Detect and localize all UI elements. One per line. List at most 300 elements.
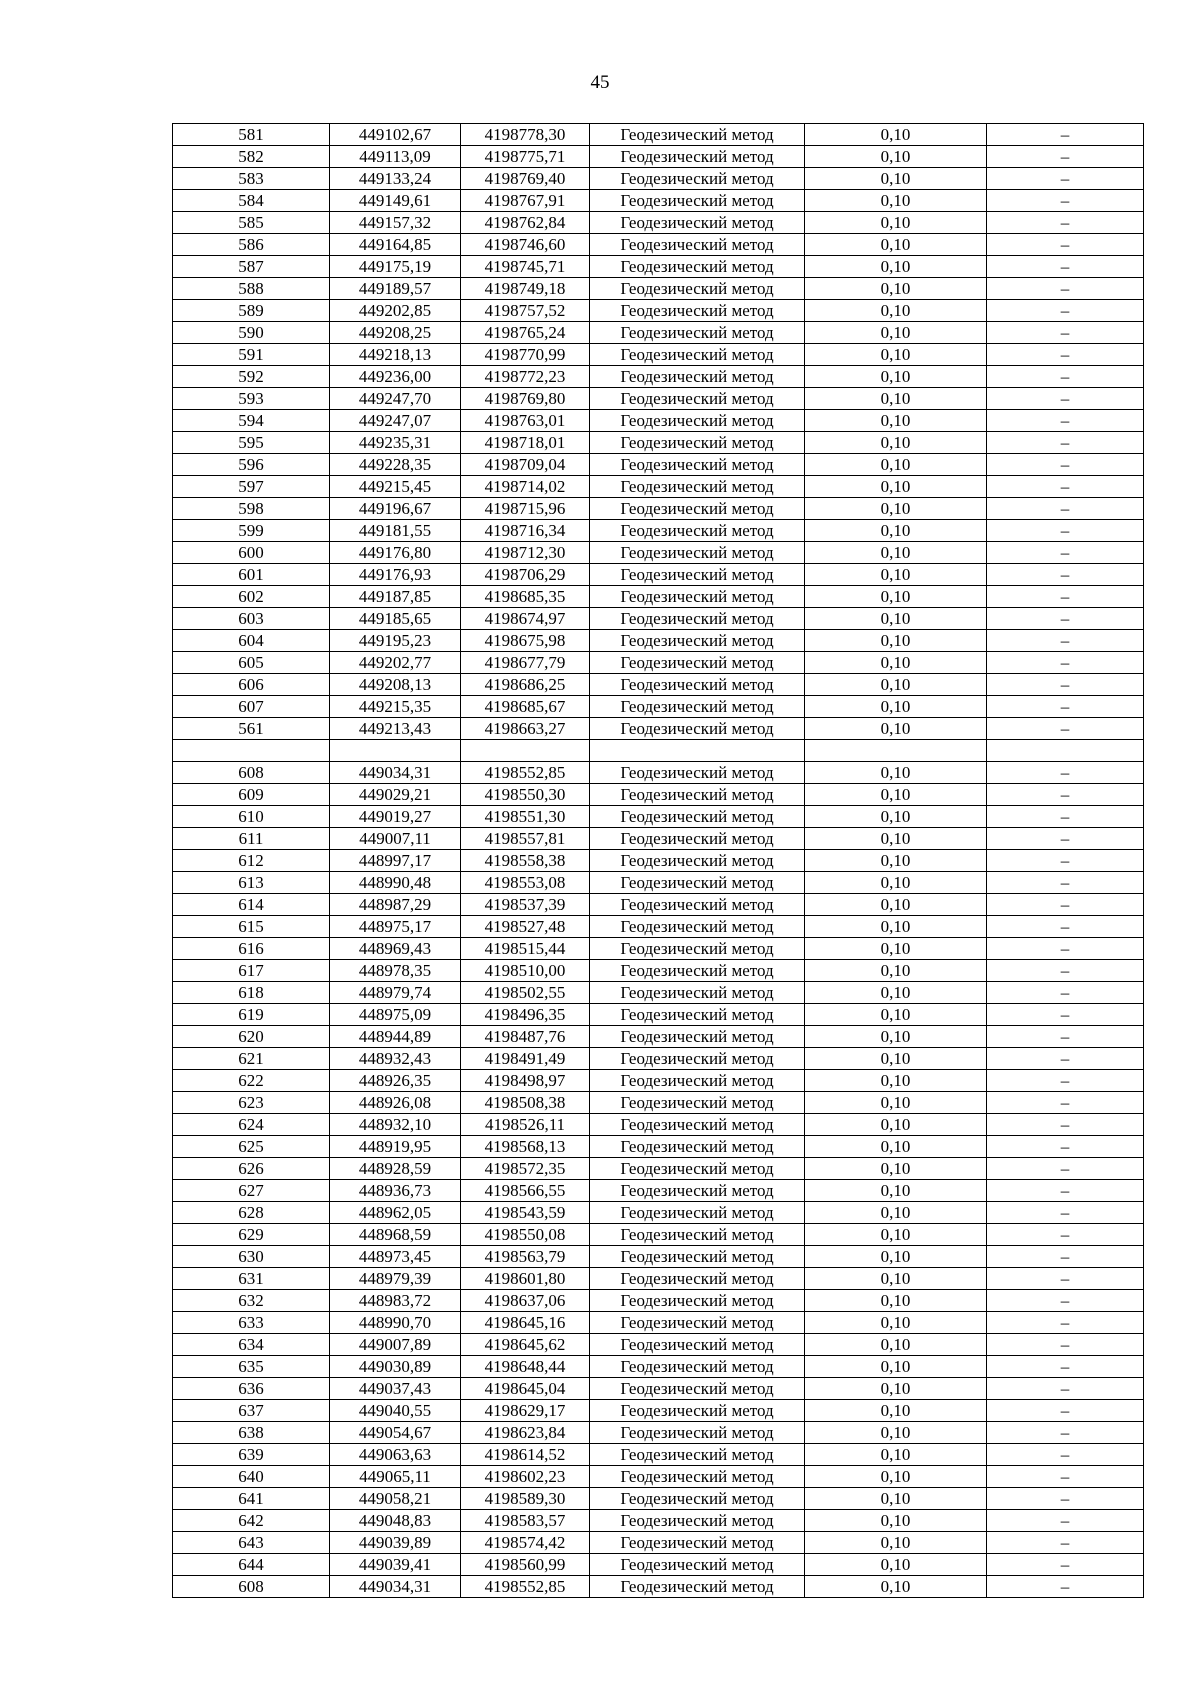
accuracy-cell: 0,10 [805,1048,987,1070]
accuracy-cell: 0,10 [805,696,987,718]
x-coordinate-cell: 449063,63 [330,1444,461,1466]
table-row [173,1510,1144,1532]
table-row [173,1356,1144,1378]
table-row [173,432,1144,454]
point-number-cell: 633 [173,1312,330,1334]
description-cell: – [987,322,1144,344]
y-coordinate-cell: 4198526,11 [461,1114,590,1136]
y-coordinate-cell: 4198510,00 [461,960,590,982]
x-coordinate-cell: 448979,39 [330,1268,461,1290]
method-cell: Геодезический метод [590,1400,805,1422]
point-number-cell: 603 [173,608,330,630]
method-cell: Геодезический метод [590,234,805,256]
method-cell: Геодезический метод [590,1180,805,1202]
description-cell: – [987,1356,1144,1378]
description-cell: – [987,520,1144,542]
x-coordinate-cell: 448975,09 [330,1004,461,1026]
description-cell: – [987,256,1144,278]
point-number-cell: 561 [173,718,330,740]
accuracy-cell: 0,10 [805,1114,987,1136]
description-cell: – [987,916,1144,938]
x-coordinate-cell: 448928,59 [330,1158,461,1180]
table-row [173,1202,1144,1224]
y-coordinate-cell: 4198551,30 [461,806,590,828]
x-coordinate-cell: 449175,19 [330,256,461,278]
method-cell: Геодезический метод [590,212,805,234]
x-coordinate-cell: 449181,55 [330,520,461,542]
point-number-cell: 635 [173,1356,330,1378]
accuracy-cell: 0,10 [805,454,987,476]
method-cell: Геодезический метод [590,366,805,388]
table-row [173,1378,1144,1400]
table-row [173,1070,1144,1092]
accuracy-cell: 0,10 [805,916,987,938]
point-number-cell: 588 [173,278,330,300]
description-cell: – [987,1224,1144,1246]
description-cell: – [987,542,1144,564]
method-cell: Геодезический метод [590,608,805,630]
x-coordinate-cell: 449176,80 [330,542,461,564]
accuracy-cell: 0,10 [805,1268,987,1290]
y-coordinate-cell: 4198770,99 [461,344,590,366]
coordinates-table [172,123,1144,1598]
table-row [173,234,1144,256]
description-cell: – [987,1180,1144,1202]
accuracy-cell: 0,10 [805,476,987,498]
method-cell: Геодезический метод [590,454,805,476]
y-coordinate-cell: 4198568,13 [461,1136,590,1158]
description-cell: – [987,718,1144,740]
x-coordinate-cell: 449208,25 [330,322,461,344]
table-row [173,828,1144,850]
description-cell: – [987,1532,1144,1554]
table-row [173,1004,1144,1026]
x-coordinate-cell: 449202,77 [330,652,461,674]
x-coordinate-cell: 449007,11 [330,828,461,850]
accuracy-cell: 0,10 [805,322,987,344]
description-cell: – [987,564,1144,586]
accuracy-cell: 0,10 [805,1180,987,1202]
accuracy-cell: 0,10 [805,1532,987,1554]
y-coordinate-cell: 4198685,67 [461,696,590,718]
table-row [173,212,1144,234]
y-coordinate-cell: 4198715,96 [461,498,590,520]
point-number-cell: 618 [173,982,330,1004]
x-coordinate-cell: 449037,43 [330,1378,461,1400]
description-cell: – [987,960,1144,982]
x-coordinate-cell: 448932,10 [330,1114,461,1136]
method-cell: Геодезический метод [590,476,805,498]
x-coordinate-cell: 448968,59 [330,1224,461,1246]
method-cell: Геодезический метод [590,256,805,278]
point-number-cell: 641 [173,1488,330,1510]
x-coordinate-cell: 448987,29 [330,894,461,916]
x-coordinate-cell: 449187,85 [330,586,461,608]
description-cell: – [987,1312,1144,1334]
point-number-cell: 615 [173,916,330,938]
point-number-cell: 604 [173,630,330,652]
y-coordinate-cell: 4198537,39 [461,894,590,916]
x-coordinate-cell: 449218,13 [330,344,461,366]
description-cell: – [987,234,1144,256]
y-coordinate-cell: 4198762,84 [461,212,590,234]
y-coordinate-cell: 4198614,52 [461,1444,590,1466]
accuracy-cell: 0,10 [805,608,987,630]
table-row [173,696,1144,718]
method-cell: Геодезический метод [590,388,805,410]
table-row [173,718,1144,740]
table-row [173,1576,1144,1598]
x-coordinate-cell: 449065,11 [330,1466,461,1488]
method-cell: Геодезический метод [590,542,805,564]
page-number: 45 [590,72,610,93]
x-coordinate-cell: 449157,32 [330,212,461,234]
method-cell: Геодезический метод [590,498,805,520]
x-coordinate-cell: 449185,65 [330,608,461,630]
y-coordinate-cell: 4198602,23 [461,1466,590,1488]
accuracy-cell: 0,10 [805,718,987,740]
y-coordinate-cell: 4198648,44 [461,1356,590,1378]
y-coordinate-cell: 4198589,30 [461,1488,590,1510]
y-coordinate-cell [461,740,590,762]
x-coordinate-cell: 448990,70 [330,1312,461,1334]
table-row [173,652,1144,674]
accuracy-cell: 0,10 [805,256,987,278]
y-coordinate-cell: 4198557,81 [461,828,590,850]
description-cell: – [987,652,1144,674]
x-coordinate-cell: 449048,83 [330,1510,461,1532]
x-coordinate-cell: 449215,35 [330,696,461,718]
accuracy-cell: 0,10 [805,1422,987,1444]
accuracy-cell: 0,10 [805,432,987,454]
y-coordinate-cell: 4198663,27 [461,718,590,740]
method-cell: Геодезический метод [590,1312,805,1334]
x-coordinate-cell: 448944,89 [330,1026,461,1048]
table-row [173,872,1144,894]
accuracy-cell: 0,10 [805,564,987,586]
method-cell: Геодезический метод [590,872,805,894]
table-row [173,1136,1144,1158]
x-coordinate-cell: 449208,13 [330,674,461,696]
point-number-cell: 587 [173,256,330,278]
x-coordinate-cell: 448997,17 [330,850,461,872]
y-coordinate-cell: 4198560,99 [461,1554,590,1576]
y-coordinate-cell: 4198583,57 [461,1510,590,1532]
table-row [173,1246,1144,1268]
description-cell: – [987,1070,1144,1092]
table-row [173,520,1144,542]
table-row [173,630,1144,652]
method-cell: Геодезический метод [590,564,805,586]
y-coordinate-cell: 4198674,97 [461,608,590,630]
method-cell: Геодезический метод [590,124,805,146]
table-row [173,476,1144,498]
accuracy-cell: 0,10 [805,234,987,256]
accuracy-cell: 0,10 [805,1004,987,1026]
method-cell: Геодезический метод [590,1290,805,1312]
description-cell: – [987,454,1144,476]
table-row [173,784,1144,806]
method-cell: Геодезический метод [590,762,805,784]
x-coordinate-cell: 448983,72 [330,1290,461,1312]
point-number-cell: 602 [173,586,330,608]
point-number-cell: 620 [173,1026,330,1048]
point-number-cell: 596 [173,454,330,476]
table-row [173,190,1144,212]
method-cell: Геодезический метод [590,696,805,718]
table-row [173,982,1144,1004]
method-cell: Геодезический метод [590,982,805,1004]
y-coordinate-cell: 4198775,71 [461,146,590,168]
accuracy-cell: 0,10 [805,1378,987,1400]
description-cell: – [987,498,1144,520]
description-cell: – [987,1510,1144,1532]
table-row [173,938,1144,960]
table-row [173,278,1144,300]
description-cell: – [987,1048,1144,1070]
point-number-cell: 599 [173,520,330,542]
x-coordinate-cell: 448975,17 [330,916,461,938]
y-coordinate-cell: 4198706,29 [461,564,590,586]
point-number-cell: 584 [173,190,330,212]
method-cell: Геодезический метод [590,718,805,740]
table-row [173,1180,1144,1202]
point-number-cell: 626 [173,1158,330,1180]
x-coordinate-cell: 448969,43 [330,938,461,960]
table-row [173,454,1144,476]
x-coordinate-cell: 449213,43 [330,718,461,740]
point-number-cell: 595 [173,432,330,454]
method-cell: Геодезический метод [590,1070,805,1092]
point-number-cell: 640 [173,1466,330,1488]
table-row [173,1048,1144,1070]
description-cell: – [987,344,1144,366]
table-row [173,564,1144,586]
description-cell: – [987,146,1144,168]
x-coordinate-cell: 448979,74 [330,982,461,1004]
accuracy-cell: 0,10 [805,1136,987,1158]
y-coordinate-cell: 4198637,06 [461,1290,590,1312]
x-coordinate-cell: 448978,35 [330,960,461,982]
accuracy-cell: 0,10 [805,1334,987,1356]
y-coordinate-cell: 4198566,55 [461,1180,590,1202]
y-coordinate-cell: 4198508,38 [461,1092,590,1114]
description-cell: – [987,410,1144,432]
point-number-cell: 597 [173,476,330,498]
point-number-cell: 622 [173,1070,330,1092]
y-coordinate-cell: 4198623,84 [461,1422,590,1444]
accuracy-cell: 0,10 [805,982,987,1004]
description-cell: – [987,1026,1144,1048]
y-coordinate-cell: 4198552,85 [461,762,590,784]
method-cell: Геодезический метод [590,1114,805,1136]
method-cell: Геодезический метод [590,1488,805,1510]
x-coordinate-cell: 449007,89 [330,1334,461,1356]
accuracy-cell: 0,10 [805,190,987,212]
y-coordinate-cell: 4198709,04 [461,454,590,476]
point-number-cell: 644 [173,1554,330,1576]
accuracy-cell: 0,10 [805,652,987,674]
x-coordinate-cell: 449039,41 [330,1554,461,1576]
table-row [173,1312,1144,1334]
point-number-cell: 600 [173,542,330,564]
method-cell: Геодезический метод [590,938,805,960]
description-cell: – [987,850,1144,872]
table-row [173,542,1144,564]
y-coordinate-cell: 4198769,40 [461,168,590,190]
point-number-cell: 621 [173,1048,330,1070]
point-number-cell: 589 [173,300,330,322]
y-coordinate-cell: 4198718,01 [461,432,590,454]
accuracy-cell: 0,10 [805,300,987,322]
point-number-cell: 601 [173,564,330,586]
table-row [173,256,1144,278]
y-coordinate-cell: 4198714,02 [461,476,590,498]
point-number-cell: 616 [173,938,330,960]
x-coordinate-cell: 449058,21 [330,1488,461,1510]
y-coordinate-cell: 4198677,79 [461,652,590,674]
description-cell: – [987,212,1144,234]
table-row [173,146,1144,168]
y-coordinate-cell: 4198563,79 [461,1246,590,1268]
accuracy-cell: 0,10 [805,498,987,520]
table-row [173,124,1144,146]
accuracy-cell: 0,10 [805,630,987,652]
y-coordinate-cell: 4198716,34 [461,520,590,542]
y-coordinate-cell: 4198572,35 [461,1158,590,1180]
table-row [173,1444,1144,1466]
method-cell: Геодезический метод [590,1466,805,1488]
y-coordinate-cell: 4198749,18 [461,278,590,300]
accuracy-cell: 0,10 [805,1444,987,1466]
point-number-cell [173,740,330,762]
method-cell: Геодезический метод [590,322,805,344]
accuracy-cell: 0,10 [805,1466,987,1488]
accuracy-cell: 0,10 [805,1576,987,1598]
y-coordinate-cell: 4198767,91 [461,190,590,212]
method-cell: Геодезический метод [590,1048,805,1070]
x-coordinate-cell: 449029,21 [330,784,461,806]
table-row [173,1158,1144,1180]
table-row [173,1092,1144,1114]
point-number-cell: 582 [173,146,330,168]
x-coordinate-cell: 449030,89 [330,1356,461,1378]
method-cell: Геодезический метод [590,168,805,190]
y-coordinate-cell: 4198675,98 [461,630,590,652]
accuracy-cell: 0,10 [805,1312,987,1334]
x-coordinate-cell [330,740,461,762]
accuracy-cell: 0,10 [805,586,987,608]
accuracy-cell: 0,10 [805,1246,987,1268]
table-row [173,322,1144,344]
x-coordinate-cell: 449019,27 [330,806,461,828]
table-row [173,1532,1144,1554]
method-cell: Геодезический метод [590,520,805,542]
x-coordinate-cell: 449202,85 [330,300,461,322]
y-coordinate-cell: 4198502,55 [461,982,590,1004]
accuracy-cell: 0,10 [805,674,987,696]
description-cell [987,740,1144,762]
accuracy-cell: 0,10 [805,1092,987,1114]
description-cell: – [987,784,1144,806]
table-row [173,388,1144,410]
accuracy-cell: 0,10 [805,124,987,146]
table-row [173,1026,1144,1048]
table-row [173,1466,1144,1488]
description-cell: – [987,1400,1144,1422]
y-coordinate-cell: 4198645,04 [461,1378,590,1400]
point-number-cell: 593 [173,388,330,410]
description-cell: – [987,168,1144,190]
description-cell: – [987,894,1144,916]
table-row [173,344,1144,366]
method-cell: Геодезический метод [590,1576,805,1598]
x-coordinate-cell: 449215,45 [330,476,461,498]
x-coordinate-cell: 449039,89 [330,1532,461,1554]
description-cell: – [987,1136,1144,1158]
accuracy-cell: 0,10 [805,168,987,190]
table-row [173,806,1144,828]
description-cell: – [987,1004,1144,1026]
method-cell: Геодезический метод [590,652,805,674]
y-coordinate-cell: 4198778,30 [461,124,590,146]
y-coordinate-cell: 4198763,01 [461,410,590,432]
description-cell: – [987,388,1144,410]
y-coordinate-cell: 4198601,80 [461,1268,590,1290]
method-cell: Геодезический метод [590,1202,805,1224]
accuracy-cell: 0,10 [805,1488,987,1510]
point-number-cell: 619 [173,1004,330,1026]
description-cell: – [987,806,1144,828]
x-coordinate-cell: 449228,35 [330,454,461,476]
table-row [173,586,1144,608]
table-row [173,850,1144,872]
point-number-cell: 625 [173,1136,330,1158]
y-coordinate-cell: 4198550,30 [461,784,590,806]
accuracy-cell [805,740,987,762]
point-number-cell: 617 [173,960,330,982]
method-cell: Геодезический метод [590,916,805,938]
method-cell: Геодезический метод [590,850,805,872]
point-number-cell: 591 [173,344,330,366]
accuracy-cell: 0,10 [805,410,987,432]
method-cell: Геодезический метод [590,1136,805,1158]
table-row [173,762,1144,784]
y-coordinate-cell: 4198629,17 [461,1400,590,1422]
x-coordinate-cell: 448936,73 [330,1180,461,1202]
y-coordinate-cell: 4198757,52 [461,300,590,322]
point-number-cell: 607 [173,696,330,718]
method-cell: Геодезический метод [590,674,805,696]
x-coordinate-cell: 449034,31 [330,1576,461,1598]
description-cell: – [987,828,1144,850]
point-number-cell: 608 [173,1576,330,1598]
y-coordinate-cell: 4198769,80 [461,388,590,410]
point-number-cell: 642 [173,1510,330,1532]
y-coordinate-cell: 4198686,25 [461,674,590,696]
method-cell: Геодезический метод [590,1554,805,1576]
x-coordinate-cell: 449149,61 [330,190,461,212]
method-cell: Геодезический метод [590,410,805,432]
x-coordinate-cell: 449054,67 [330,1422,461,1444]
method-cell: Геодезический метод [590,1268,805,1290]
description-cell: – [987,608,1144,630]
point-number-cell: 638 [173,1422,330,1444]
description-cell: – [987,762,1144,784]
point-number-cell: 610 [173,806,330,828]
table-row [173,674,1144,696]
method-cell: Геодезический метод [590,1356,805,1378]
